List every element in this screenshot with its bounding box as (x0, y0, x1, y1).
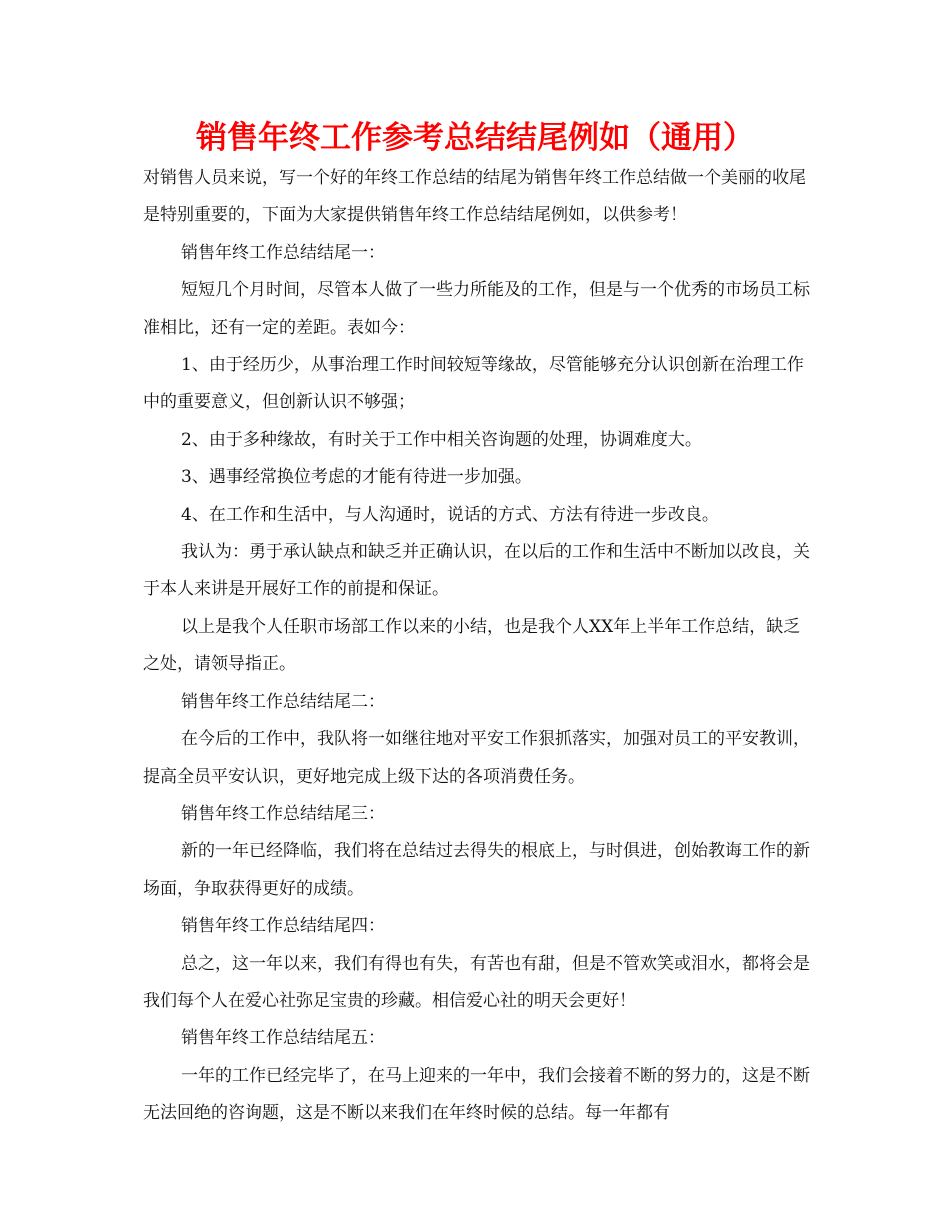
section-heading-3: 销售年终工作总结结尾三： (181, 803, 385, 824)
body-paragraph: 以上是我个人任职市场部工作以来的小结，也是我个人XX年上半年工作总结，缺乏之处，请领导指正。 (143, 616, 801, 675)
body-paragraph: 新的一年已经降临，我们将在总结过去得失的根底上，与时俱进，创始教诲工作的新场面，争取获得更好的成绩。 (143, 841, 810, 899)
intro-paragraph: 对销售人员来说，写一个好的年终工作总结的结尾为销售年终工作总结做一个美丽的收尾是特别重要的，下面为大家提供销售年终工作总结结尾例如，以供参考！ (143, 168, 806, 226)
list-item-4: 4、在工作和生活中，与人沟通时，说话的方式、方法有待进一步改良。 (181, 504, 719, 525)
list-item-2: 2、由于多种缘故，有时关于工作中相关咨询题的处理，协调难度大。 (181, 429, 702, 450)
document-title: 销售年终工作参考总结结尾例如（通用） (196, 120, 754, 156)
list-item-3: 3、遇事经常换位考虑的才能有待进一步加强。 (181, 467, 532, 488)
section-heading-1: 销售年终工作总结结尾一： (181, 242, 385, 263)
body-paragraph: 短短几个月时间，尽管本人做了一些力所能及的工作，但是与一个优秀的市场员工标准相比，还有一定的差距。表如今： (143, 280, 810, 338)
section-heading-5: 销售年终工作总结结尾五： (181, 1028, 385, 1049)
section-heading-2: 销售年终工作总结结尾二： (181, 691, 385, 712)
body-paragraph: 一年的工作已经完毕了，在马上迎来的一年中，我们会接着不断的努力的，这是不断无法回绝的咨询题，这是不断以来我们在年终时候的总结。每一年都有 (143, 1065, 810, 1124)
section-heading-4: 销售年终工作总结结尾四： (181, 916, 385, 937)
body-paragraph: 总之，这一年以来，我们有得也有失，有苦也有甜，但是不管欢笑或泪水，都将会是我们每个人在爱心社弥足宝贵的珍藏。相信爱心社的明天会更好！ (143, 953, 810, 1011)
list-item-1: 1、由于经历少，从事治理工作时间较短等缘故，尽管能够充分认识创新在治理工作中的重要意义，但创新认识不够强； (143, 355, 804, 413)
body-paragraph: 我认为：勇于承认缺点和缺乏并正确认识，在以后的工作和生活中不断加以改良，关于本人来讲是开展好工作的前提和保证。 (143, 542, 810, 600)
body-paragraph: 在今后的工作中，我队将一如继往地对平安工作狠抓落实，加强对员工的平安教训，提高全员平安认识，更好地完成上级下达的各项消费任务。 (143, 729, 810, 787)
document-body (143, 160, 813, 1133)
